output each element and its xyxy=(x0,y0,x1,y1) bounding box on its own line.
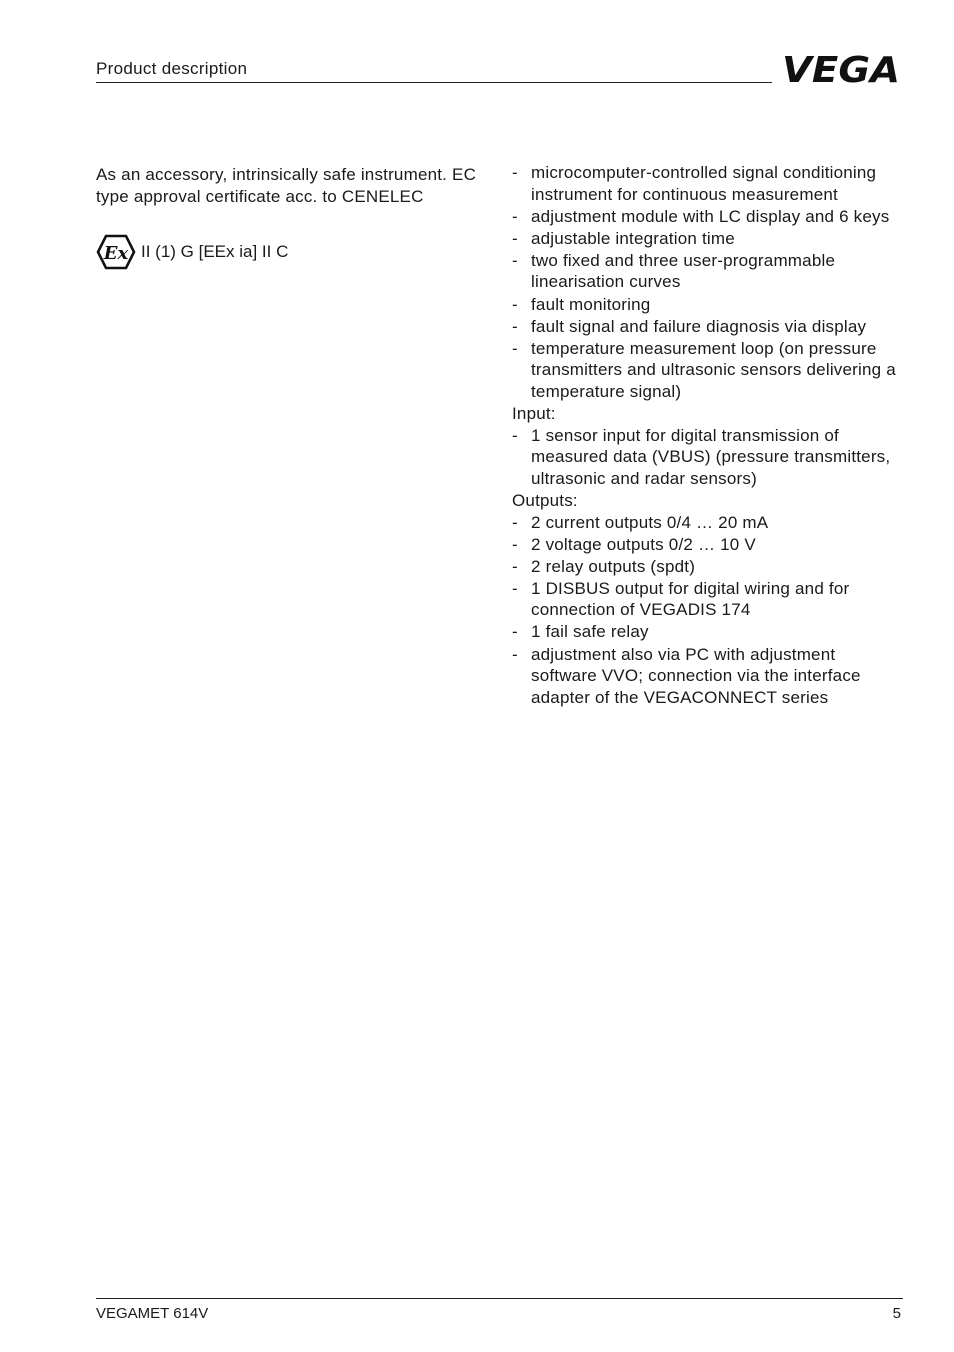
list-item: - temperature measurement loop (on pressure transmitters and ultrasonic sensors delivering a temperature signal) xyxy=(512,338,896,401)
bullet-dash: - xyxy=(512,316,518,336)
bullet-dash: - xyxy=(512,425,518,445)
output-list xyxy=(512,512,904,709)
logo-text: VEGA xyxy=(782,52,900,84)
list-item: - adjustable integration time xyxy=(512,228,735,248)
input-label: Input: xyxy=(512,404,556,424)
vega-logo xyxy=(782,52,902,84)
list-item: - 1 fail safe relay xyxy=(512,622,649,642)
bullet-dash: - xyxy=(512,250,518,270)
list-item: - fault signal and failure diagnosis via display xyxy=(512,316,867,336)
list-item: - microcomputer-controlled signal conditioning instrument for continuous measurement xyxy=(512,163,877,204)
page-number: 5 xyxy=(892,1305,901,1322)
ex-hexagon-icon xyxy=(96,234,136,270)
list-item: - fault monitoring xyxy=(512,294,651,314)
list-item: - adjustment module with LC display and 6 keys xyxy=(512,206,890,226)
feature-column xyxy=(512,162,904,709)
svg-text:Ex: Ex xyxy=(103,243,129,264)
list-item: - 1 DISBUS output for digital wiring and for connection of VEGADIS 174 xyxy=(512,578,850,620)
bullet-dash: - xyxy=(512,578,518,598)
approval-paragraph: As an accessory, intrinsically safe instrument. EC type approval certificate acc. to CENELEC xyxy=(96,165,477,206)
bullet-dash: - xyxy=(512,556,518,576)
footer-divider xyxy=(96,1298,903,1299)
ex-marking-text: II (1) G [EEx ia] II C xyxy=(141,242,289,261)
bullet-dash: - xyxy=(512,338,518,358)
list-item: - 2 voltage outputs 0/2 … 10 V xyxy=(512,534,756,554)
header-divider xyxy=(96,82,772,83)
list-item: - 2 current outputs 0/4 … 20 mA xyxy=(512,512,769,532)
list-item: - 2 relay outputs (spdt) xyxy=(512,556,696,576)
bullet-dash: - xyxy=(512,534,518,554)
bullet-dash: - xyxy=(512,163,518,182)
bullet-dash: - xyxy=(512,644,518,664)
list-item: - adjustment also via PC with adjustment software VVO; connection via the interface adapter of the VEGACONNECT series xyxy=(512,644,861,707)
list-item: - two fixed and three user-programmable linearisation curves xyxy=(512,250,836,292)
bullet-dash: - xyxy=(512,206,518,226)
bullet-dash: - xyxy=(512,294,518,314)
bullet-dash: - xyxy=(512,228,518,248)
list-item: - 1 sensor input for digital transmission of measured data (VBUS) (pressure transmitters, ultrasonic and radar sensors) xyxy=(512,425,891,488)
bullet-dash: - xyxy=(512,512,518,532)
bullet-dash: - xyxy=(512,622,518,642)
footer-product-name: VEGAMET 614V xyxy=(96,1305,209,1322)
outputs-label: Outputs: xyxy=(512,490,578,510)
input-list xyxy=(512,425,904,490)
section-title: Product description xyxy=(96,59,248,78)
feature-list xyxy=(512,162,904,403)
ex-marking xyxy=(96,234,288,270)
